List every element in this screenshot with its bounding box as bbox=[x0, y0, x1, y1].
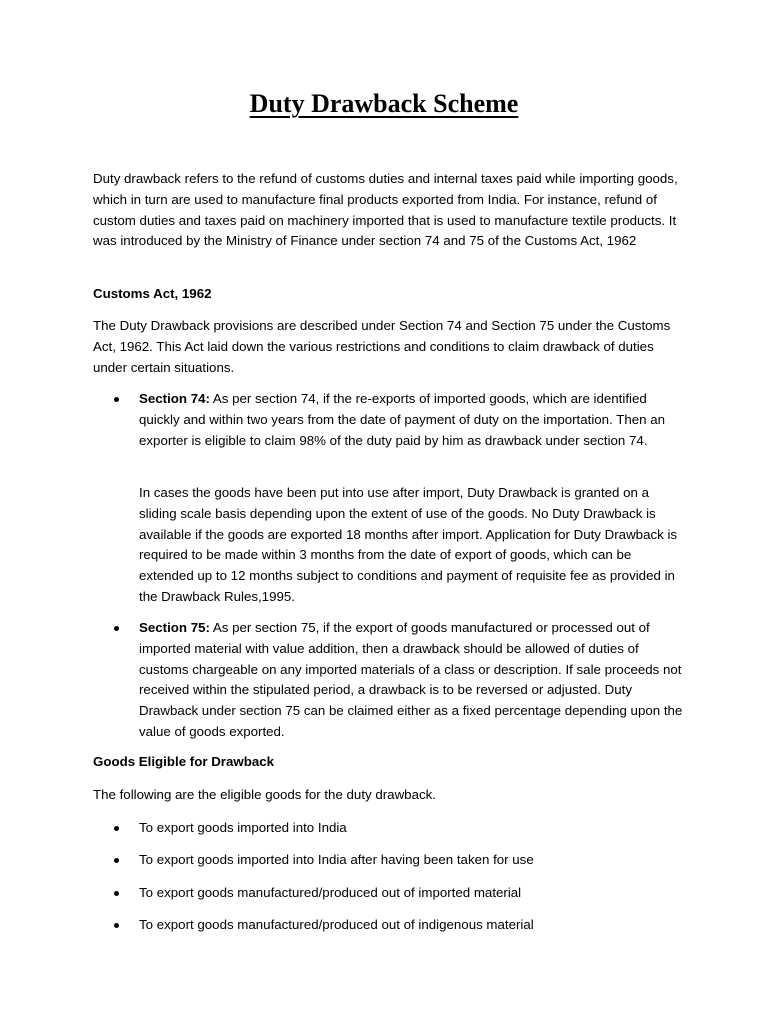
eligible-goods-heading: Goods Eligible for Drawback bbox=[93, 754, 275, 769]
list-item: To export goods imported into India after having been taken for use bbox=[139, 852, 534, 867]
list-item: To export goods imported into India bbox=[139, 820, 347, 835]
section-74-item bbox=[139, 389, 684, 451]
list-item: To export goods manufactured/produced out of imported material bbox=[139, 885, 522, 900]
intro-paragraph: Duty drawback refers to the refund of customs duties and internal taxes paid while importing goods, which in turn are used to manufacture final products exported from India. For instance, refund of custom duties and taxes paid on machinery imported that is used to manufacture textile products. It was introduced by the Ministry of Finance under section 74 and 75 of the Customs Act, 1962 bbox=[93, 171, 678, 249]
list-item: To export goods manufactured/produced out of indigenous material bbox=[139, 917, 534, 932]
section-75-label: Section 75: bbox=[139, 620, 210, 635]
eligible-goods-paragraph: The following are the eligible goods for the duty drawback. bbox=[93, 787, 436, 802]
document-title: Duty Drawback Scheme bbox=[249, 89, 519, 118]
section-74-text: As per section 74, if the re-exports of imported goods, which are identified quickly and within two years from the date of payment of duty on the importation. Then an exporter is eligible to claim 98% of the duty paid by him as drawback under section 74. bbox=[139, 391, 666, 448]
section-75-text: As per section 75, if the export of goods manufactured or processed out of imported material with value addition, then a drawback should be allowed of duties of customs chargeable on any imported materials of a class or description. If sale proceeds not received within the stipulated period, a drawback is to be reversed or adjusted. Duty Drawback under section 75 can be claimed either as a fixed percentage depending upon the value of goods exported. bbox=[139, 620, 683, 739]
section-74-extra-paragraph: In cases the goods have been put into use after import, Duty Drawback is granted on a sliding scale basis depending upon the extent of use of the goods. No Duty Drawback is available if the goods are exported 18 months after import. Application for Duty Drawback is required to be made within 3 months from the date of export of goods, which can be extended up to 12 months subject to conditions and payment of requisite fee as provided in the Drawback Rules,1995. bbox=[139, 485, 678, 604]
section-74-label: Section 74: bbox=[139, 391, 210, 406]
customs-act-paragraph: The Duty Drawback provisions are described under Section 74 and Section 75 under the Customs Act, 1962. This Act laid down the various restrictions and conditions to claim drawback of duties under certain situations. bbox=[93, 318, 671, 375]
customs-act-heading: Customs Act, 1962 bbox=[93, 286, 212, 301]
section-75-item bbox=[139, 618, 684, 743]
